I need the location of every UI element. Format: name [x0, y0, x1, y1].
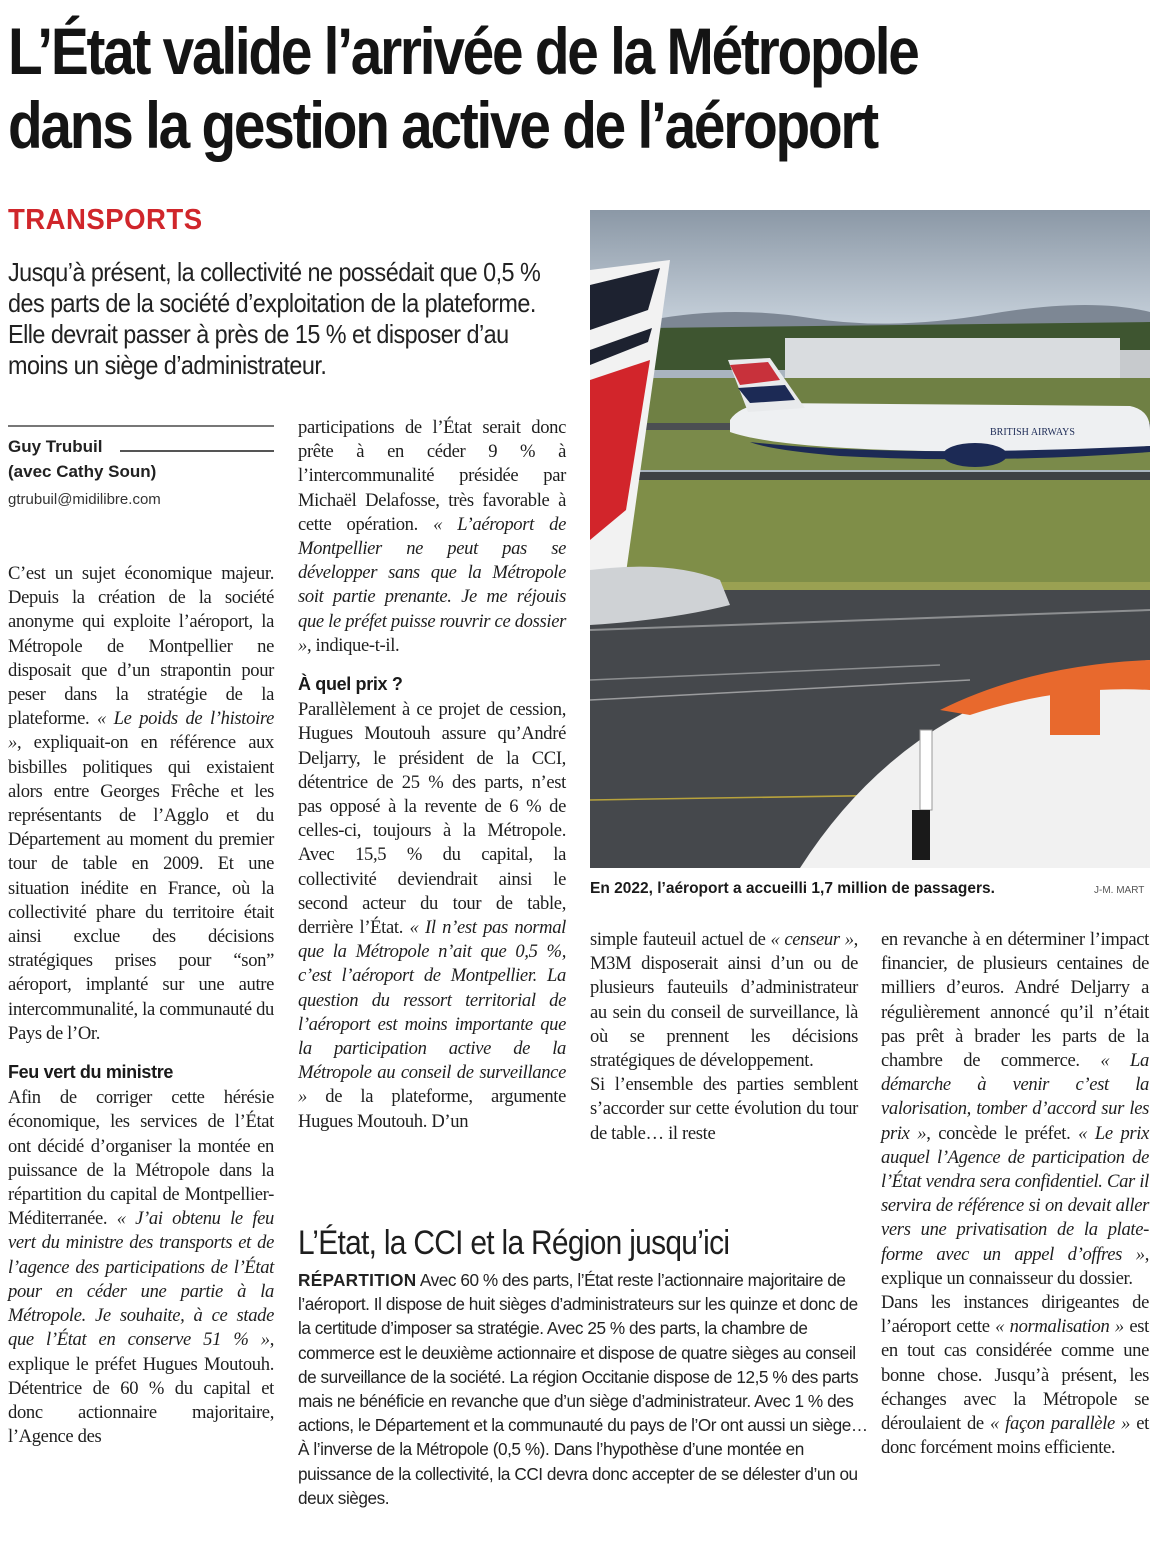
sidebar-lead: RÉPARTITION: [298, 1270, 417, 1290]
standfirst: Jusqu’à présent, la collectivité ne possédait que 0,5 % des parts de la société d’exploitation de la plateforme. Elle devrait passer à près de 15 % et disposer d’au moins un siège d’administrateur.: [8, 257, 541, 380]
article-column-4: [881, 928, 1149, 1460]
article-column-2: [298, 416, 566, 1134]
sidebar-body: [298, 1268, 870, 1510]
byline-coauthor: (avec Cathy Soun): [8, 462, 157, 481]
quote: « J’ai obtenu le feu vert du ministre des transports et de l’agence des participations de l’État pour en céder une partie à la Métropole. Je souhaite, à ce stade que l’État en conserve 51 % »: [8, 1208, 274, 1351]
quote: « façon parallèle »: [990, 1413, 1131, 1435]
paragraph: Afin de corriger cette hérésie économique, les services de l’État ont décidé d’organiser la montée en puissance de la Métropole dans la répartition du capital de Montpellier-Méditerranée. « J’ai obtenu le feu vert du ministre des transports et de l’agence des participations de l’État pour en céder une partie à la Métropole. Je souhaite, à ce stade que l’État en conserve 51 % », explique le préfet Hugues Moutouh. Détentrice de 60 % du capital et donc actionnaire majoritaire, l’Agence des: [8, 1087, 274, 1448]
quote: « normalisation »: [995, 1316, 1124, 1338]
paragraph: C’est un sujet économique majeur. Depuis la création de la société anonyme qui exploite l’aéroport, la Métropole de Montpellier ne disposait que d’un strapontin pour peser dans la stratégie de la plateforme. « Le poids de l’histoire », expliquait-on en référence aux bisbilles politiques qui existaient alors entre Georges Frêche et les représentants de l’Agglo et du Département au moment du premier tour de table en 2009. Et une situation inédite en France, où la collectivité phare du territoire était ainsi exclue des décisions stratégiques prises pour “son” aéroport, implanté sur une autre intercommunalité, la communauté du Pays de l’Or.: [8, 563, 274, 1044]
airport-scene-illustration: [590, 210, 1150, 868]
quote: « Le prix auquel l’Agence de participation de l’État vendra sera confidentiel. Car il servira de référence si on devait aller vers une privatisation de la plate-forme avec un appel d’offres »: [881, 1122, 1149, 1265]
photo-caption: En 2022, l’aéroport a accueilli 1,7 million de passagers.: [590, 880, 995, 897]
headline: [8, 14, 995, 162]
subheading-a-quel-prix: À quel prix ?: [298, 674, 403, 695]
paragraph: Dans les instances dirigeantes de l’aéroport cette « normalisation » est en tout cas considérée comme une bonne chose. Jusqu’à présent, les échanges avec la Métropole se déroulaient de « façon parallèle » et donc forcément moins efficiente.: [881, 1292, 1150, 1459]
sidebar-title: L’État, la CCI et la Région jusqu’ici: [298, 1224, 730, 1262]
byline-author-rule: [120, 450, 274, 452]
paragraph: simple fauteuil actuel de « censeur », M3M disposerait ainsi d’un ou de plusieurs fauteuils d’administrateur au sein du conseil de surveillance, là où se prennent les décisions stratégiques de développement.: [590, 929, 858, 1072]
svg-text:BRITISH AIRWAYS: BRITISH AIRWAYS: [990, 427, 1075, 438]
byline-author: Guy Trubuil: [8, 437, 103, 456]
section-kicker: TRANSPORTS: [8, 204, 203, 236]
airport-photo: [590, 210, 1150, 868]
byline-top-divider: [8, 425, 274, 427]
paragraph: Si l’ensemble des parties semblent s’accorder sur cette évolution du tour de table… il reste: [590, 1074, 858, 1144]
headline-line-1: L’État valide l’arrivée de la Métropole: [8, 14, 918, 88]
quote: « L’aéroport de Montpellier ne peut pas se développer sans que la Métropole soit partie prenante. Je me réjouis que le préfet puisse rouvrir ce dossier »: [298, 513, 566, 656]
quote: « Il n’est pas normal que la Métropole n’ait que 0,5 %, c’est l’aéroport de Montpellier. La question du ressort territorial de l’aéroport est moins importante que la participation active de la Métropole au conseil de surveillance »: [298, 917, 566, 1108]
subheading-feu-vert: Feu vert du ministre: [8, 1062, 174, 1083]
quote: « Le poids de l’histoire »: [8, 708, 274, 754]
paragraph: participations de l’État serait donc prête à en céder 9 % à l’intercommunalité présidée par Michaël Delafosse, très favorable à cette opération. « L’aéroport de Montpellier ne peut pas se développer sans que la Métropole soit partie prenante. Je me réjouis que le préfet puisse rouvrir ce dossier », indique-t-il.: [298, 417, 566, 656]
headline-line-2: dans la gestion active de l’aéroport: [8, 88, 877, 162]
article-column-1: [8, 562, 274, 1449]
byline-email[interactable]: gtrubuil@midilibre.com: [8, 491, 161, 508]
quote: « censeur »: [770, 929, 854, 950]
article-column-3: [590, 928, 858, 1146]
photo-credit: J-M. MART: [1094, 885, 1145, 896]
paragraph: en revanche à en déterminer l’impact financier, de plusieurs centaines de milliers d’euros. André Deljarry a régulièrement annoncé qu’il n’était pas prêt à brader les parts de la chambre de commerce. « La démarche à venir c’est la valorisation, tomber d’accord sur les prix », concède le préfet. « Le prix auquel l’Agence de participation de l’État vendra sera confidentiel. Car il servira de référence si on devait aller vers une privatisation de la plate-forme avec un appel d’offres », explique un connaisseur du dossier.: [881, 929, 1149, 1289]
sidebar-text: Avec 60 % des parts, l’État reste l’actionnaire majoritaire de l’aéroport. Il dispose de huit sièges d’administrateurs sur les quinze et donc de la certitude d’imposer sa stratégie. Avec 25 % des parts, la chambre de commerce est le deuxième actionnaire et dispose de quatre sièges au conseil de surveillance de la société. La région Occitanie dispose de 12,5 % des parts mais ne bénéficie en revanche que d’un siège d’administrateur. Avec 1 % des actions, le Département et la communauté du pays de l’Or ont aussi un siège… À l’inverse de la Métropole (0,5 %). Dans l’hypothèse d’une montée en puissance de la collectivité, la CCI devra donc accepter de se délester d’un ou deux sièges.: [298, 1270, 868, 1508]
quote: « La démarche à venir c’est la valorisation, tomber d’accord sur les prix »: [881, 1050, 1149, 1144]
paragraph: Parallèlement à ce projet de cession, Hugues Moutouh assure qu’André Deljarry, le président de la CCI, détentrice de 25 % des parts, n’est pas opposé à la revente de 6 % de celles-ci, toujours à la Métropole. Avec 15,5 % du capital, la collectivité deviendrait ainsi le second acteur du tour de table, derrière l’État. « Il n’est pas normal que la Métropole n’ait que 0,5 %, c’est l’aéroport de Montpellier. La question du ressort territorial de l’aéroport est moins importante que la participation active de la Métropole au conseil de surveillance » de la plateforme, argumente Hugues Moutouh. D’un: [298, 699, 566, 1132]
